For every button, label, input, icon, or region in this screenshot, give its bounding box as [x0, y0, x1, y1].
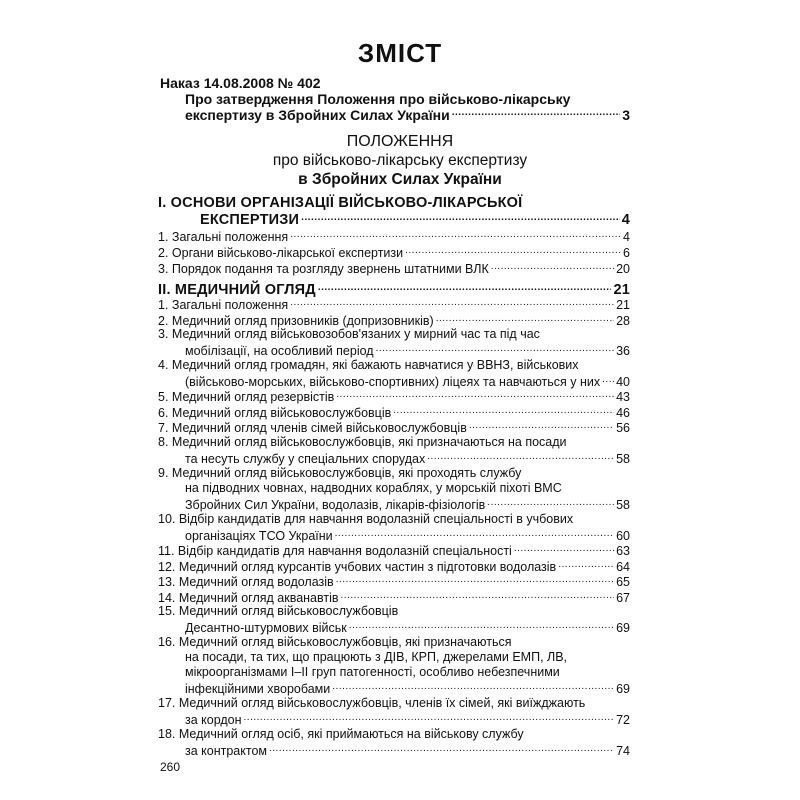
- page-number: 20: [616, 262, 630, 276]
- entry-text: 2. Медичний огляд призовників (допризовників): [158, 314, 434, 328]
- dot-leader: [393, 402, 614, 418]
- entry-text: Десантно-штурмових військ: [185, 621, 347, 635]
- page-number: 56: [616, 421, 630, 435]
- entry-text: 3. Порядок подання та розгляду звернень штатними ВЛК: [158, 262, 489, 276]
- toc-entry-order[interactable]: [185, 106, 630, 123]
- entry-text: Збройних Сил України, водолазів, лікарів-фізіологів: [185, 498, 486, 512]
- toc-entry[interactable]: [185, 342, 630, 359]
- entry-text: 11. Відбір кандидатів для навчання водолазній спеціальності: [158, 544, 512, 558]
- toc-entry[interactable]: [158, 419, 630, 436]
- page-number: 65: [616, 575, 630, 589]
- entry-text: 18. Медичний огляд осіб, які приймаються на військову службу: [158, 727, 524, 741]
- page-number: 58: [616, 498, 630, 512]
- entry-text: та несуть службу у спеціальних спорудах: [185, 452, 426, 466]
- page-number: 21: [613, 282, 630, 298]
- entry-text: 7. Медичний огляд членів сімей військовослужбовців: [158, 421, 467, 435]
- regulation-heading: ПОЛОЖЕННЯ: [346, 133, 454, 150]
- dot-leader: [318, 279, 612, 295]
- entry-text: 3. Медичний огляд військовозобов'язаних у мирний час та під час: [158, 327, 540, 341]
- entry-text: 8. Медичний огляд військовослужбовців, які призначаються на посади: [158, 435, 567, 449]
- page-number: 36: [616, 344, 630, 358]
- entry-text: 16. Медичний огляд військовослужбовців, які призначаються: [158, 635, 512, 649]
- dot-leader: [290, 226, 621, 242]
- page-number: 4: [623, 230, 630, 244]
- page-number: 64: [616, 560, 630, 574]
- entry-text: 13. Медичний огляд водолазів: [158, 575, 334, 589]
- entry-text: 1. Загальні положення: [158, 230, 289, 244]
- dot-leader: [336, 571, 614, 587]
- entry-text: 9. Медичний огляд військовослужбовців, які проходять службу: [158, 466, 522, 480]
- page-title: ЗМІСТ: [357, 38, 443, 68]
- toc-entry[interactable]: [185, 496, 630, 513]
- dot-leader: [335, 525, 614, 541]
- dot-leader: [436, 310, 614, 326]
- entry-text: 17. Медичний огляд військовослужбовців, членів їх сімей, які виїжджають: [158, 696, 586, 710]
- page-number: 6: [623, 246, 630, 260]
- section1-title-cont: ЕКСПЕРТИЗИ: [200, 212, 300, 228]
- dot-leader: [269, 740, 614, 756]
- dot-leader: [602, 371, 614, 387]
- dot-leader: [301, 209, 620, 225]
- order-desc-line2: експертизу в Збройних Силах України: [185, 107, 450, 123]
- page-number: 28: [616, 314, 630, 328]
- dot-leader: [332, 678, 614, 694]
- order-title: Наказ 14.08.2008 № 402: [160, 75, 321, 91]
- page-number: 46: [616, 406, 630, 420]
- entry-text: 12. Медичний огляд курсантів учбових частин з підготовки водолазів: [158, 560, 557, 574]
- page-number: 69: [616, 621, 630, 635]
- entry-text: мікроорганізмами I–II груп патогенності, особливо небезпечними: [185, 665, 560, 679]
- page-number: 67: [616, 591, 630, 605]
- dot-leader: [514, 540, 614, 556]
- entry-text: мобілізації, на особливий період: [185, 344, 374, 358]
- page-number: 63: [616, 544, 630, 558]
- regulation-subheading-2: в Збройних Силах України: [298, 171, 502, 188]
- order-desc-line1: Про затвердження Положення про військово-лікарську: [185, 91, 571, 107]
- dot-leader: [487, 494, 614, 510]
- entry-text: інфекційними хворобами: [185, 682, 331, 696]
- dot-leader: [405, 242, 621, 258]
- page-number: 74: [616, 744, 630, 758]
- toc-entry[interactable]: [185, 680, 630, 697]
- toc-entry[interactable]: [185, 711, 630, 728]
- toc-entry[interactable]: [158, 260, 630, 277]
- toc-entry[interactable]: [185, 450, 630, 467]
- entry-text: на посади, та тих, що працюють з ДІВ, КРП, джерелами ЕМП, ЛВ,: [185, 650, 568, 664]
- page-number: 43: [616, 390, 630, 404]
- page-number: 4: [621, 212, 630, 228]
- dot-leader: [244, 709, 615, 725]
- section2-title: II. МЕДИЧНИЙ ОГЛЯД: [158, 282, 316, 298]
- page-number: 60: [616, 529, 630, 543]
- entry-text: 14. Медичний огляд акванавтів: [158, 591, 339, 605]
- entry-text: (військово-морських, військово-спортивних) ліцеях та навчаються у них: [185, 375, 601, 389]
- page-number: 69: [616, 682, 630, 696]
- toc-entry[interactable]: [185, 619, 630, 636]
- page-folio: 260: [160, 760, 181, 774]
- dot-leader: [341, 587, 615, 603]
- toc-entry[interactable]: [185, 742, 630, 759]
- dot-leader: [558, 556, 614, 572]
- entry-text: 4. Медичний огляд громадян, які бажають навчатися у ВВНЗ, військових: [158, 358, 579, 372]
- dot-leader: [469, 417, 614, 433]
- dot-leader: [491, 258, 614, 274]
- entry-text: 6. Медичний огляд військовослужбовців: [158, 406, 392, 420]
- section1-title: I. ОСНОВИ ОРГАНІЗАЦІЇ ВІЙСЬКОВО-ЛІКАРСЬКОЇ: [158, 195, 523, 211]
- entry-text: за кордон: [185, 713, 242, 727]
- dot-leader: [376, 340, 615, 356]
- entry-text: 1. Загальні положення: [158, 298, 289, 312]
- page-number: 58: [616, 452, 630, 466]
- dot-leader: [452, 103, 620, 120]
- page-number: 21: [616, 298, 630, 312]
- entry-text: 2. Органи військово-лікарської експертизи: [158, 246, 404, 260]
- page-number: 72: [616, 713, 630, 727]
- entry-text: організаціях ТСО України: [185, 529, 333, 543]
- entry-text: за контрактом: [185, 744, 267, 758]
- entry-text: 15. Медичний огляд військовослужбовців: [158, 604, 399, 618]
- dot-leader: [427, 448, 614, 464]
- entry-text: 5. Медичний огляд резервістів: [158, 390, 335, 404]
- page-number: 40: [616, 375, 630, 389]
- dot-leader: [336, 386, 614, 402]
- entry-text: 10. Відбір кандидатів для навчання водолазній спеціальності в учбових: [158, 512, 574, 526]
- dot-leader: [290, 294, 614, 310]
- dot-leader: [349, 617, 614, 633]
- regulation-subheading: про військово-лікарську експертизу: [272, 152, 528, 169]
- entry-text: на підводних човнах, надводних кораблях, у морській піхоті ВМС: [185, 481, 562, 495]
- page-number: 3: [622, 107, 630, 123]
